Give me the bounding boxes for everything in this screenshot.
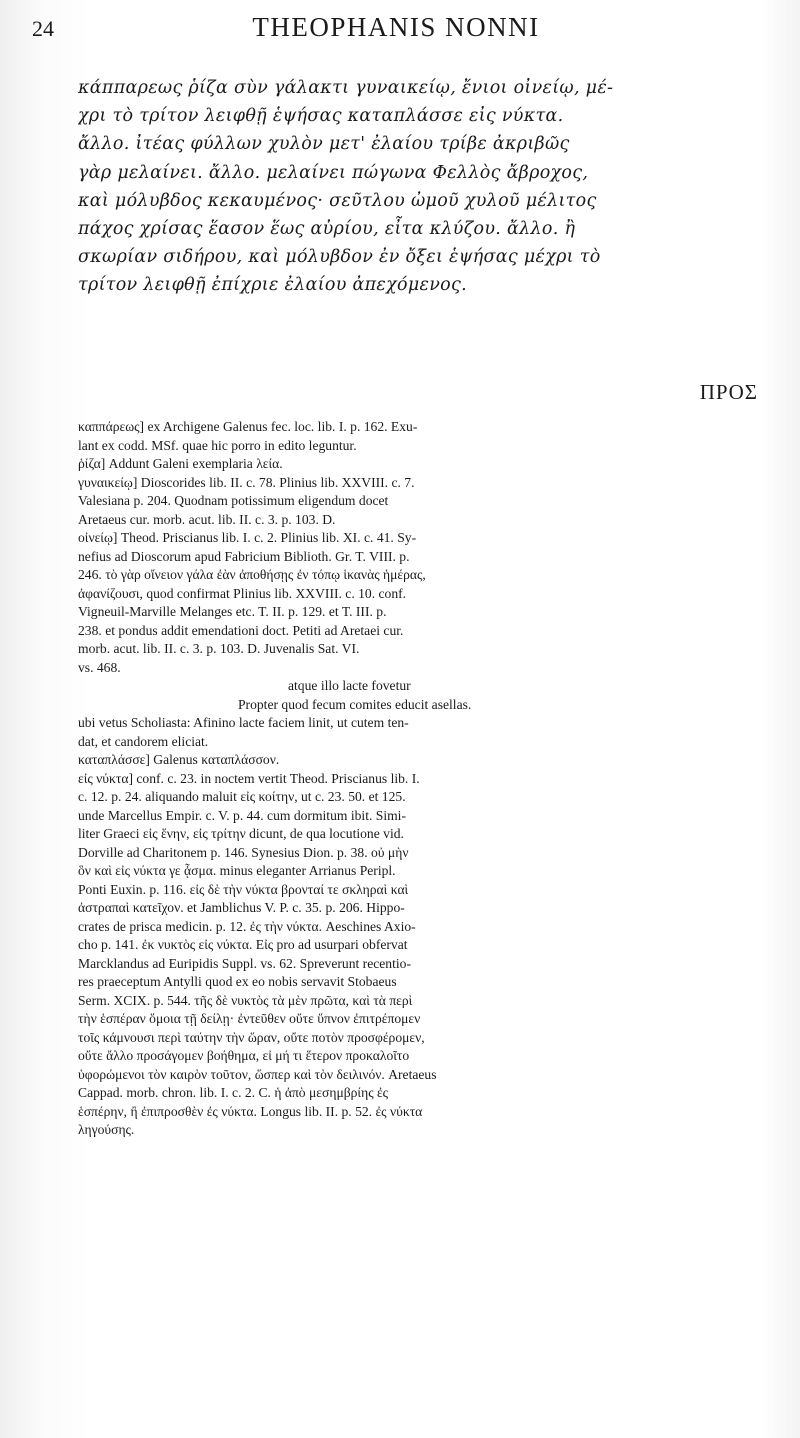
note-line: 246. τὸ γὰρ οἴνειον γάλα ἐὰν ἀποθήσῃς ἐν τόπῳ ἱκανὰς ἡμέρας, [78, 567, 426, 582]
note-line: ἀφανίζουσι, quod confirmat Plinius lib. XXVIII. c. 10. conf. [78, 585, 407, 601]
note-line: cho p. 141. ἐκ νυκτὸς εἰς νύκτα. Εἰς pro ad usurpari obfervat [78, 937, 408, 952]
note-line: crates de prisca medicin. p. 12. ἐς τὴν νύκτα. Aeschines Axio- [78, 918, 416, 934]
note-line: nefius ad Dioscorum apud Fabricium Biblioth. Gr. T. VIII. p. [78, 548, 410, 564]
note-line: Dorville ad Charitonem p. 146. Synesius Dion. p. 38. οὐ μὴν [78, 844, 409, 860]
note-line: 238. et pondus addit emendationi doct. Petiti ad Aretaei cur. [78, 622, 404, 638]
note-line: καταπλάσσε] Galenus καταπλάσσον. [78, 752, 280, 767]
note-line: ἀστραπαὶ κατεῖχον. et Jamblichus V. P. c. 35. p. 206. Hippo- [78, 900, 405, 915]
note-line: Cappad. morb. chron. lib. I. c. 2. C. ἡ ἀπὸ μεσημβρίης ἐς [78, 1085, 389, 1100]
page-number: 24 [32, 16, 54, 41]
note-line: ἑσπέρην, ἢ ἐπιπροσθὲν ἐς νύκτα. Longus lib. II. p. 52. ἐς νύκτα [78, 1103, 423, 1119]
text-line: ἄλλο. ἰτέας φύλλων χυλὸν μετ' ἐλαίου τρίβε ἀκριβῶς [78, 134, 570, 155]
note-line: τοῖς κάμνουσι περὶ ταύτην τὴν ὥραν, οὔτε ποτὸν προσφέρομεν, [78, 1029, 425, 1045]
note-line: τὴν ἑσπέραν ὅμοια τῇ δείλῃ· ἐντεῦθεν οὔτε ὕπνον ἐπιτρέπομεν [78, 1011, 421, 1026]
note-line: Ponti Euxin. p. 116. εἰς δὲ τὴν νύκτα βρονταί τε σκληραὶ καὶ [78, 881, 409, 897]
text-line: καὶ μόλυβδος κεκαυμένος· σεῦτλου ὠμοῦ χυλοῦ μέλιτος [78, 190, 597, 211]
note-line: ὃν καὶ εἰς νύκτα γε ᾆσμα. minus eleganter Arrianus Peripl. [78, 863, 396, 878]
note-line: καππάρεως] ex Archigene Galenus fec. loc. lib. I. p. 162. Exu- [78, 419, 418, 434]
note-line: οὔτε ἄλλο προσάγομεν βοήθημα, εἰ μή τι ἕτερον προκαλοῖτο [78, 1048, 410, 1063]
text-line: σκωρίαν σιδήρου, καὶ μόλυβδον ἐν ὄξει ἑψήσας μέχρι τὸ [78, 247, 601, 268]
note-line: Valesiana p. 204. Quodnam potissimum eligendum docet [78, 493, 389, 508]
note-line: Serm. XCIX. p. 544. τῆς δὲ νυκτὸς τὰ μὲν πρῶτα, καὶ τὰ περὶ [78, 992, 413, 1008]
note-line: lant ex codd. MSf. quae hic porro in edito leguntur. [78, 437, 357, 453]
note-line: οἰνείῳ] Theod. Priscianus lib. I. c. 2. Plinius lib. XI. c. 41. Sy- [78, 530, 417, 545]
note-line: res praeceptum Antylli quod ex eo nobis servavit Stobaeus [78, 974, 397, 989]
note-line: Vigneuil-Marville Melanges etc. T. II. p. 129. et T. III. p. [78, 604, 387, 619]
page-header [32, 10, 760, 44]
note-line: liter Graeci εἰς ἕνην, εἰς τρίτην dicunt, de qua locutione vid. [78, 826, 404, 841]
text-line: πάχος χρίσας ἕασον ἕως αὐρίου, εἶτα κλύζου. ἄλλο. ἢ [78, 219, 576, 240]
note-line: ὑφορώμενοι τὸν καιρὸν τοῦτον, ὥσπερ καὶ τὸν δειλινόν. Aretaeus [78, 1066, 437, 1082]
note-line: unde Marcellus Empir. c. V. p. 44. cum dormitum ibit. Simi- [78, 807, 406, 823]
note-line: Marcklandus ad Euripidis Suppl. vs. 62. Spreverunt recentio- [78, 955, 411, 971]
footnotes [78, 418, 770, 1140]
catchword: ΠΡΟΣ [699, 380, 758, 404]
note-line: Aretaeus cur. morb. acut. lib. II. c. 3. p. 103. D. [78, 511, 336, 527]
text-line: κάππαρεως ῥίζα σὺν γάλακτι γυναικείῳ, ἔνιοι οἰνείῳ, μέ- [78, 78, 614, 98]
note-line: ῥίζα] Addunt Galeni exemplaria λεία. [78, 456, 283, 471]
note-line: c. 12. p. 24. aliquando maluit εἰς κοίτην, ut c. 23. 50. et 125. [78, 789, 406, 804]
running-head: THEOPHANIS NONNI [252, 12, 540, 42]
note-line: εἰς νύκτα] conf. c. 23. in noctem vertit Theod. Priscianus lib. I. [78, 770, 420, 786]
greek-main-text [78, 74, 768, 300]
note-line: morb. acut. lib. II. c. 3. p. 103. D. Juvenalis Sat. VI. [78, 641, 360, 656]
verse-quote-line: Propter quod fecum comites educit asellas. [238, 696, 472, 712]
verse-quote-line: atque illo lacte fovetur [288, 678, 411, 693]
text-line: τρίτον λειφθῇ ἐπίχριε ἐλαίου ἀπεχόμενος. [78, 275, 467, 296]
note-line: ληγούσης. [78, 1122, 135, 1137]
note-line: dat, et candorem eliciat. [78, 733, 209, 749]
note-line: ubi vetus Scholiasta: Afinino lacte faciem linit, ut cutem ten- [78, 715, 409, 730]
text-line: χρι τὸ τρίτον λειφθῇ ἑψήσας καταπλάσσε εἰς νύκτα. [78, 106, 564, 127]
text-line: γὰρ μελαίνει. ἄλλο. μελαίνει πώγωνα Φελλὸς ἄβροχος, [78, 162, 589, 183]
note-line: vs. 468. [78, 659, 121, 675]
note-line: γυναικείῳ] Dioscorides lib. II. c. 78. Plinius lib. XXVIII. c. 7. [78, 474, 415, 490]
